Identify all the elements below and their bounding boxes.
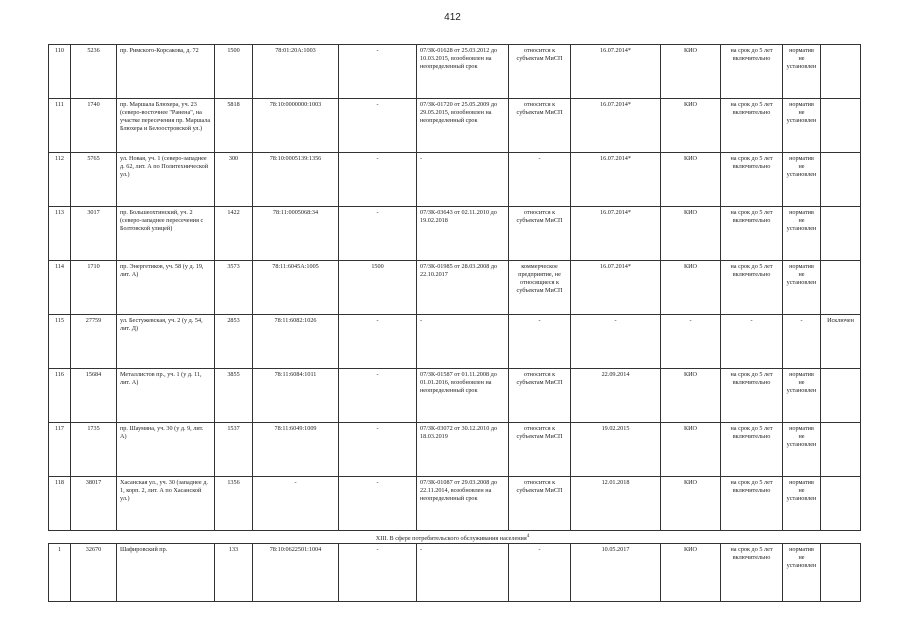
table-row: [49, 369, 861, 423]
cell-c7: относится к субъектам МиСП: [509, 423, 571, 477]
cell-cadastral: 78:11:6045А:1005: [253, 261, 339, 315]
cell-code: 1740: [71, 99, 117, 153]
cell-address: пр. Большеохтинский, уч. 2 (северо-западнее пересечения с Болтовской улицей): [117, 207, 215, 261]
cell-c7: относится к субъектам МиСП: [509, 369, 571, 423]
cell-kio: КИО: [661, 544, 721, 602]
cell-date: 10.05.2017: [571, 544, 661, 602]
cell-contract: 07/ЗК-01087 от 29.03.2008 до 22.11.2014, возобновлен на неопределенный срок: [417, 477, 509, 531]
cell-cadastral: 78:01:20А:1003: [253, 45, 339, 99]
cell-area: 1500: [215, 45, 253, 99]
table-row: [49, 261, 861, 315]
table-row: [49, 99, 861, 153]
cell-note: [821, 544, 861, 602]
cell-address: пр. Шаумяна, уч. 30 (у д. 9, лит. А): [117, 423, 215, 477]
cell-date: 19.02.2015: [571, 423, 661, 477]
cell-address: пр. Римского-Корсакова, д. 72: [117, 45, 215, 99]
cell-num: 111: [49, 99, 71, 153]
cell-note: Исключен: [821, 315, 861, 369]
cell-note: [821, 477, 861, 531]
cell-cadastral: 78:11:6049:1009: [253, 423, 339, 477]
cell-date: 16.07.2014*: [571, 261, 661, 315]
cell-term: на срок до 5 лет включительно: [721, 261, 783, 315]
cell-note: [821, 45, 861, 99]
cell-address: Хасанская ул., уч. 30 (западнее д. 1, корп. 2, лит. А по Хасанской ул.): [117, 477, 215, 531]
cell-date: 16.07.2014*: [571, 45, 661, 99]
cell-c5: -: [339, 544, 417, 602]
cell-contract: -: [417, 153, 509, 207]
footnote-mark: 4: [526, 534, 530, 539]
cell-c5: -: [339, 477, 417, 531]
cell-cadastral: 78:11:6084:1011: [253, 369, 339, 423]
cell-c5: 1500: [339, 261, 417, 315]
cell-contract: 07/ЗК-01587 от 01.11.2008 до 01.01.2016, возобновлен на неопределенный срок: [417, 369, 509, 423]
cell-cadastral: 78:11:6082:1026: [253, 315, 339, 369]
land-plots-table: [48, 44, 861, 531]
cell-address: пр. Энергетиков, уч. 58 (у д. 19, лит. А): [117, 261, 215, 315]
page-number: 412: [444, 12, 461, 23]
cell-note: [821, 207, 861, 261]
table-row: [49, 207, 861, 261]
cell-num: 1: [49, 544, 71, 602]
cell-term: на срок до 5 лет включительно: [721, 369, 783, 423]
cell-date: -: [571, 315, 661, 369]
cell-c7: относится к субъектам МиСП: [509, 207, 571, 261]
cell-area: 1422: [215, 207, 253, 261]
cell-code: 27759: [71, 315, 117, 369]
cell-date: 22.09.2014: [571, 369, 661, 423]
cell-contract: 07/ЗК-01628 от 25.03.2012 до 10.03.2015, возобновлен на неопределенный срок: [417, 45, 509, 99]
cell-norm: норматив не установлен: [783, 261, 821, 315]
cell-area: 1537: [215, 423, 253, 477]
cell-kio: КИО: [661, 261, 721, 315]
cell-cadastral: 78:10:0005139:1356: [253, 153, 339, 207]
cell-address: Металлистов пр., уч. 1 (у д. 11, лит. А): [117, 369, 215, 423]
cell-norm: норматив не установлен: [783, 544, 821, 602]
cell-address: пр. Маршала Блюхера, уч. 23 (северо-восточнее "Ранена", на участке пересечения пр. Маршала Блюхера и Белоостровской ул.): [117, 99, 215, 153]
cell-c5: -: [339, 207, 417, 261]
cell-area: 3573: [215, 261, 253, 315]
cell-code: 1710: [71, 261, 117, 315]
cell-kio: КИО: [661, 423, 721, 477]
cell-c5: -: [339, 369, 417, 423]
cell-term: на срок до 5 лет включительно: [721, 153, 783, 207]
cell-contract: -: [417, 544, 509, 602]
cell-area: 133: [215, 544, 253, 602]
cell-note: [821, 99, 861, 153]
cell-c7: коммерческое предприятие, не относящиеся к субъектам МиСП: [509, 261, 571, 315]
cell-contract: 07/ЗК-03643 от 02.11.2010 до 19.02.2018: [417, 207, 509, 261]
cell-cadastral: 78:10:0622501:1004: [253, 544, 339, 602]
cell-kio: КИО: [661, 45, 721, 99]
section-title: XIII. В сфере потребительского обслуживания населения$^4$: [375, 534, 530, 543]
cell-term: на срок до 5 лет включительно: [721, 477, 783, 531]
cell-cadastral: 78:10:0000000:1003: [253, 99, 339, 153]
cell-address: ул. Новая, уч. 1 (северо-западнее д. 62, лит. А по Политехнической ул.): [117, 153, 215, 207]
cell-term: на срок до 5 лет включительно: [721, 99, 783, 153]
cell-term: на срок до 5 лет включительно: [721, 544, 783, 602]
table-row: [49, 477, 861, 531]
section-table: [48, 543, 861, 602]
table-row: [49, 423, 861, 477]
cell-c7: -: [509, 153, 571, 207]
cell-c5: -: [339, 423, 417, 477]
cell-address: ул. Бестужевская, уч. 2 (у д. 54, лит. Д): [117, 315, 215, 369]
cell-code: 5765: [71, 153, 117, 207]
cell-num: 115: [49, 315, 71, 369]
cell-address: Шафировский пр.: [117, 544, 215, 602]
cell-num: 112: [49, 153, 71, 207]
cell-num: 116: [49, 369, 71, 423]
table-row: [49, 315, 861, 369]
cell-note: [821, 423, 861, 477]
cell-code: 32670: [71, 544, 117, 602]
cell-code: 3017: [71, 207, 117, 261]
cell-num: 117: [49, 423, 71, 477]
cell-term: на срок до 5 лет включительно: [721, 423, 783, 477]
table-row: [49, 45, 861, 99]
cell-norm: норматив не установлен: [783, 99, 821, 153]
table-row: [49, 544, 861, 602]
cell-contract: 07/ЗК-01985 от 28.03.2008 до 22.10.2017: [417, 261, 509, 315]
cell-num: 114: [49, 261, 71, 315]
cell-c5: -: [339, 45, 417, 99]
cell-date: 16.07.2014*: [571, 207, 661, 261]
cell-num: 118: [49, 477, 71, 531]
cell-note: [821, 261, 861, 315]
cell-code: 38017: [71, 477, 117, 531]
cell-date: 16.07.2014*: [571, 153, 661, 207]
cell-kio: КИО: [661, 477, 721, 531]
cell-norm: норматив не установлен: [783, 207, 821, 261]
cell-norm: норматив не установлен: [783, 45, 821, 99]
cell-c5: -: [339, 315, 417, 369]
cell-area: 5818: [215, 99, 253, 153]
cell-kio: КИО: [661, 153, 721, 207]
cell-c7: -: [509, 315, 571, 369]
cell-date: 16.07.2014*: [571, 99, 661, 153]
cell-code: 5236: [71, 45, 117, 99]
cell-term: на срок до 5 лет включительно: [721, 207, 783, 261]
cell-c5: -: [339, 153, 417, 207]
cell-norm: -: [783, 315, 821, 369]
cell-c7: -: [509, 544, 571, 602]
cell-c7: относится к субъектам МиСП: [509, 45, 571, 99]
cell-norm: норматив не установлен: [783, 153, 821, 207]
cell-kio: КИО: [661, 369, 721, 423]
cell-c5: -: [339, 99, 417, 153]
cell-date: 12.01.2018: [571, 477, 661, 531]
cell-num: 110: [49, 45, 71, 99]
table-row: [49, 153, 861, 207]
cell-norm: норматив не установлен: [783, 369, 821, 423]
cell-contract: 07/ЗК-01720 от 25.05.2009 до 29.05.2015, возобновлен на неопределенный срок: [417, 99, 509, 153]
cell-area: 2853: [215, 315, 253, 369]
cell-norm: норматив не установлен: [783, 477, 821, 531]
cell-kio: КИО: [661, 207, 721, 261]
cell-code: 1735: [71, 423, 117, 477]
cell-c7: относится к субъектам МиСП: [509, 99, 571, 153]
cell-note: [821, 369, 861, 423]
cell-cadastral: -: [253, 477, 339, 531]
cell-num: 113: [49, 207, 71, 261]
cell-term: -: [721, 315, 783, 369]
cell-kio: КИО: [661, 99, 721, 153]
cell-norm: норматив не установлен: [783, 423, 821, 477]
cell-area: 1356: [215, 477, 253, 531]
cell-note: [821, 153, 861, 207]
cell-area: 3855: [215, 369, 253, 423]
cell-kio: -: [661, 315, 721, 369]
cell-cadastral: 78:11:0005068:34: [253, 207, 339, 261]
cell-contract: 07/ЗК-03072 от 30.12.2010 до 18.03.2019: [417, 423, 509, 477]
cell-term: на срок до 5 лет включительно: [721, 45, 783, 99]
cell-contract: -: [417, 315, 509, 369]
cell-c7: относится к субъектам МиСП: [509, 477, 571, 531]
cell-code: 15684: [71, 369, 117, 423]
cell-area: 300: [215, 153, 253, 207]
